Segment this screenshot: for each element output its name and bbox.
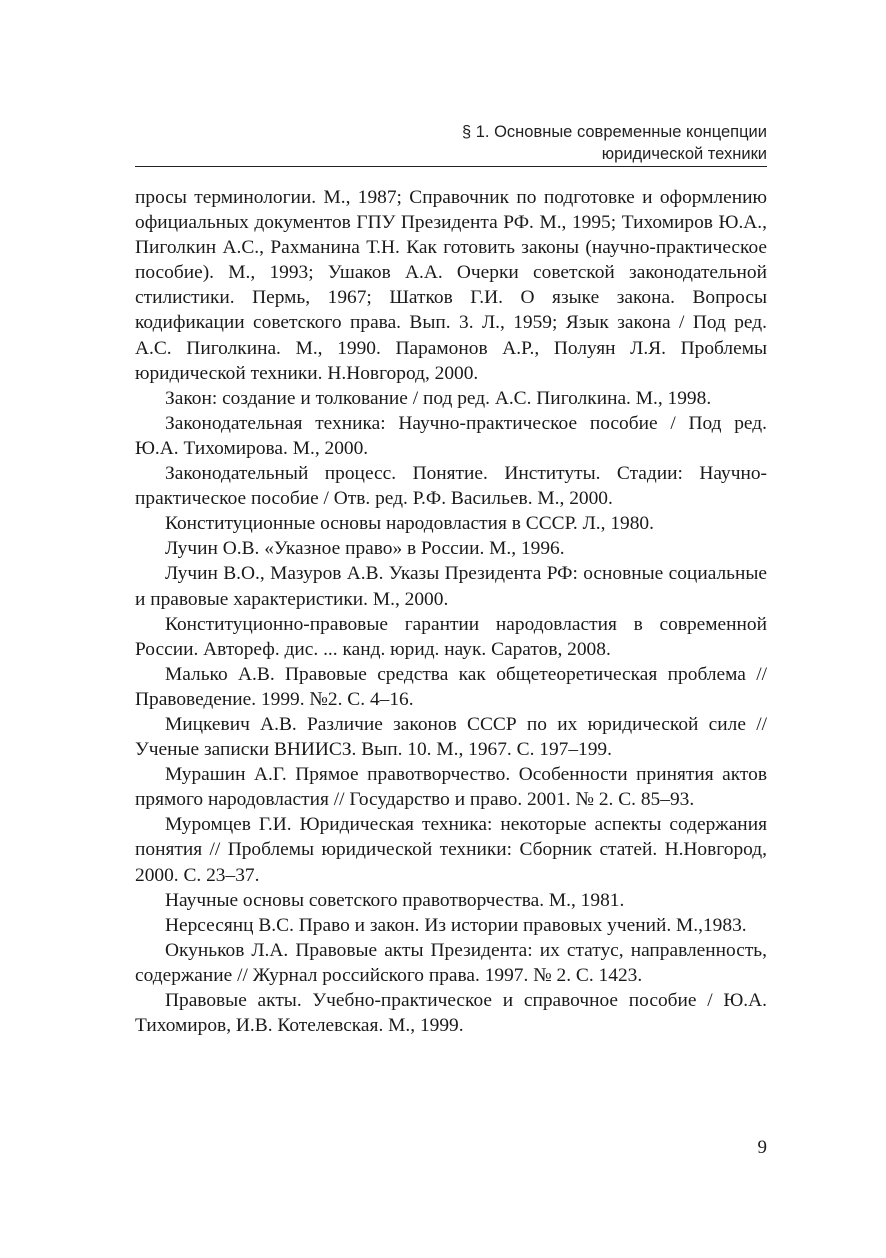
bibliography-entry-continued: просы терминологии. М., 1987; Справочник по подготовке и оформлению официальных документов ГПУ Президента РФ. М., 1995; Тихомиров Ю.А., Пиголкин А.С., Рахманина Т.Н. Как готовить законы (научно-практическое пособие). М., 1993; Ушаков А.А. Очерки советской законодательной стилистики. Пермь, 1967; Шатков Г.И. О языке закона. Вопросы кодификации советского права. Вып. 3. Л., 1959; Язык закона / Под ред. А.С. Пиголкина. М., 1990. Парамонов А.Р., Полуян Л.Я. Проблемы юридической техники. Н.Новгород, 2000. <box>135 187 767 384</box>
bibliography-entry: Законодательная техника: Научно-практическое пособие / Под ред. Ю.А. Тихомирова. М., 2000. <box>135 412 767 459</box>
bibliography-entry: Научные основы советского правотворчества. М., 1981. <box>165 889 625 911</box>
bibliography-entry: Мурашин А.Г. Прямое правотворчество. Особенности принятия актов прямого народовластия // Государство и право. 2001. № 2. С. 85–93. <box>135 764 767 811</box>
bibliography-entry: Конституционные основы народовластия в СССР. Л., 1980. <box>165 513 654 535</box>
header-title-line-1: § 1. Основные современные концепции <box>461 123 767 141</box>
bibliography-entry: Конституционно-правовые гарантии народовластия в современной России. Автореф. дис. ... канд. юрид. наук. Саратов, 2008. <box>135 613 767 660</box>
bibliography-entry: Лучин В.О., Мазуров А.В. Указы Президента РФ: основные социальные и правовые характеристики. М., 2000. <box>135 563 767 610</box>
running-header <box>135 121 767 165</box>
page-number: 9 <box>757 1137 767 1158</box>
bibliography-entry: Мицкевич А.В. Различие законов СССР по их юридической силе // Ученые записки ВНИИСЗ. Вып. 10. М., 1967. С. 197–199. <box>135 713 767 761</box>
header-rule <box>135 166 767 167</box>
bibliography-entry: Лучин О.В. «Указное право» в России. М., 1996. <box>165 538 565 560</box>
bibliography-entry: Муромцев Г.И. Юридическая техника: некоторые аспекты содержания понятия // Проблемы юридической техники: Сборник статей. Н.Новгород, 2000. С. 23–37. <box>135 814 767 886</box>
bibliography-entry: Окуньков Л.А. Правовые акты Президента: их статус, направленность, содержание // Журнал российского права. 1997. № 2. С. 1423. <box>135 939 767 986</box>
bibliography-entry: Правовые акты. Учебно-практическое и справочное пособие / Ю.А. Тихомиров, И.В. Котелевская. М., 1999. <box>135 990 767 1037</box>
bibliography-entry: Нерсесянц В.С. Право и закон. Из истории правовых учений. М.,1983. <box>165 914 747 936</box>
bibliography-entry: Закон: создание и толкование / под ред. А.С. Пиголкина. М., 1998. <box>165 387 712 409</box>
header-title-line-2: юридической техники <box>601 145 767 163</box>
bibliography-list <box>135 185 767 1038</box>
bibliography-entry: Законодательный процесс. Понятие. Институты. Стадии: Научно-практическое пособие / Отв. ред. Р.Ф. Васильев. М., 2000. <box>135 463 767 510</box>
bibliography-entry: Малько А.В. Правовые средства как общетеоретическая проблема // Правоведение. 1999. №2. С. 4–16. <box>135 663 767 710</box>
